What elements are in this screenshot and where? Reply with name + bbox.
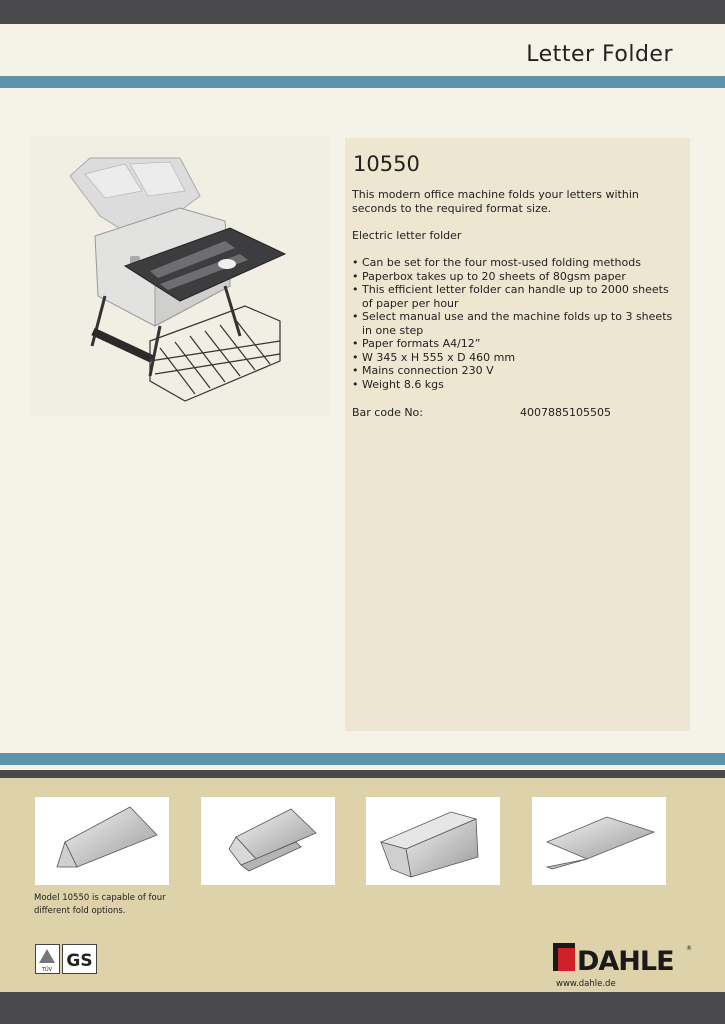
feature-item: • Paper formats A4/12” — [352, 337, 682, 351]
feature-list — [352, 256, 682, 391]
fold-option-2 — [201, 797, 335, 885]
section-divider — [0, 770, 725, 778]
barcode-label: Bar code No: — [352, 406, 423, 419]
feature-item: • Select manual use and the machine folds up to 3 sheets in one step — [352, 310, 682, 337]
fold-caption: Model 10550 is capable of four different fold options. — [34, 893, 166, 916]
fold-options-section — [0, 778, 725, 992]
product-subtitle: Electric letter folder — [352, 229, 462, 242]
feature-item: • This efficient letter folder can handle up to 2000 sheets of paper per hour — [352, 283, 682, 310]
barcode-value: 4007885105505 — [520, 406, 611, 419]
feature-item: • Paperbox takes up to 20 sheets of 80gsm paper — [352, 270, 682, 284]
svg-text:®: ® — [686, 945, 692, 952]
fold-option-4 — [532, 797, 666, 885]
product-intro: This modern office machine folds your letters within seconds to the required format size. — [352, 188, 639, 215]
model-number: 10550 — [353, 152, 420, 176]
top-bar — [0, 0, 725, 24]
fold-option-1 — [35, 797, 169, 885]
section-stripe — [0, 753, 725, 765]
product-photo — [30, 136, 330, 416]
feature-item: • Can be set for the four most-used folding methods — [352, 256, 682, 270]
footer-bar — [0, 992, 725, 1024]
cert-gs-text: GS — [66, 951, 93, 971]
fold-option-3 — [366, 797, 500, 885]
product-info-panel — [345, 138, 690, 731]
cert-tuv-text: TÜV — [41, 967, 53, 973]
dahle-wordmark: DAHLE — [577, 946, 674, 974]
feature-item: • W 345 x H 555 x D 460 mm — [352, 351, 682, 365]
header-stripe — [0, 76, 725, 88]
page-title: Letter Folder — [526, 42, 673, 67]
feature-item: • Mains connection 230 V — [352, 364, 682, 378]
feature-item: • Weight 8.6 kgs — [352, 378, 682, 392]
barcode-row — [352, 406, 682, 420]
website-link[interactable]: www.dahle.de — [556, 979, 616, 989]
dahle-logo — [553, 940, 693, 974]
certification-badges — [35, 944, 99, 974]
